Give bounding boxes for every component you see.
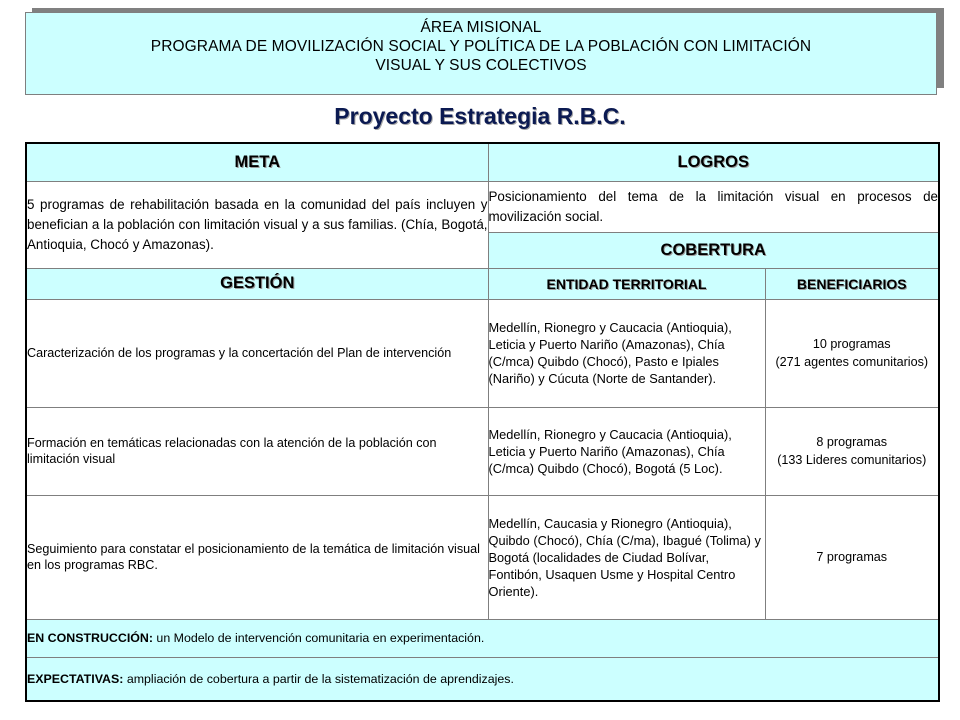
expectativas-label: EXPECTATIVAS: bbox=[27, 671, 124, 686]
meta-header: META bbox=[26, 143, 488, 181]
gestion-cell: Caracterización de los programas y la concertación del Plan de intervención bbox=[26, 299, 488, 407]
table-row bbox=[26, 407, 939, 495]
expectativas-text: ampliación de cobertura a partir de la sistematización de aprendizajes. bbox=[123, 671, 514, 686]
cobertura-header: COBERTURA bbox=[488, 232, 939, 268]
meta-text: 5 programas de rehabilitación basada en la comunidad del país incluyen y benefician a la población con limitación visual y a sus familias. (Chía, Bogotá, Antioquia, Chocó y Amazonas). bbox=[26, 181, 488, 268]
entidad-header: ENTIDAD TERRITORIAL bbox=[488, 268, 765, 299]
header-line-3: VISUAL Y SUS COLECTIVOS bbox=[375, 57, 587, 74]
gestion-cell: Formación en temáticas relacionadas con la atención de la población con limitación visual bbox=[26, 407, 488, 495]
beneficiarios-cell bbox=[765, 495, 939, 619]
header-line-1: ÁREA MISIONAL bbox=[420, 19, 542, 36]
table-row bbox=[26, 495, 939, 619]
expectativas-row bbox=[26, 657, 939, 701]
entidad-cell: Medellín, Caucasia y Rionegro (Antioquia), Quibdo (Chocó), Chía (C/ma), Ibagué (Tolima) y Bogotá (localidades de Ciudad Bolívar, Fontibón, Usaquen Usme y Hospital Centro Oriente). bbox=[488, 495, 765, 619]
construccion-text: un Modelo de intervención comunitaria en experimentación. bbox=[152, 631, 485, 645]
beneficiarios-count: 10 programas bbox=[812, 337, 891, 351]
beneficiarios-count: 7 programas bbox=[816, 550, 888, 564]
entidad-cell: Medellín, Rionegro y Caucacia (Antioquia), Leticia y Puerto Nariño (Amazonas), Chía (C/mca) Quibdo (Chocó), Bogotá (5 Loc). bbox=[488, 407, 765, 495]
table-row bbox=[26, 299, 939, 407]
logros-header: LOGROS bbox=[488, 143, 939, 181]
beneficiarios-cell bbox=[765, 299, 939, 407]
beneficiarios-detail: (133 Lideres comunitarios) bbox=[777, 453, 927, 467]
beneficiarios-cell bbox=[765, 407, 939, 495]
header-box bbox=[25, 12, 937, 95]
beneficiarios-detail: (271 agentes comunitarios) bbox=[775, 355, 929, 369]
beneficiarios-count: 8 programas bbox=[816, 435, 888, 449]
construccion-label: EN CONSTRUCCIÓN: bbox=[27, 631, 153, 645]
entidad-cell: Medellín, Rionegro y Caucacia (Antioquia), Leticia y Puerto Nariño (Amazonas), Chía (C/mca) Quibdo (Chocó), Pasto e Ipiales (Nariño) y Cúcuta (Norte de Santander). bbox=[488, 299, 765, 407]
logros-text: Posicionamiento del tema de la limitación visual en procesos de movilización social. bbox=[488, 181, 939, 232]
page-title: Proyecto Estrategia R.B.C. bbox=[334, 103, 626, 129]
gestion-cell: Seguimiento para constatar el posicionamiento de la temática de limitación visual en los programas RBC. bbox=[26, 495, 488, 619]
construccion-row bbox=[26, 619, 939, 657]
beneficiarios-header: BENEFICIARIOS bbox=[765, 268, 939, 299]
project-table bbox=[25, 142, 940, 702]
gestion-header: GESTIÓN bbox=[26, 268, 488, 299]
header-line-2: PROGRAMA DE MOVILIZACIÓN SOCIAL Y POLÍTICA DE LA POBLACIÓN CON LIMITACIÓN bbox=[150, 38, 812, 55]
